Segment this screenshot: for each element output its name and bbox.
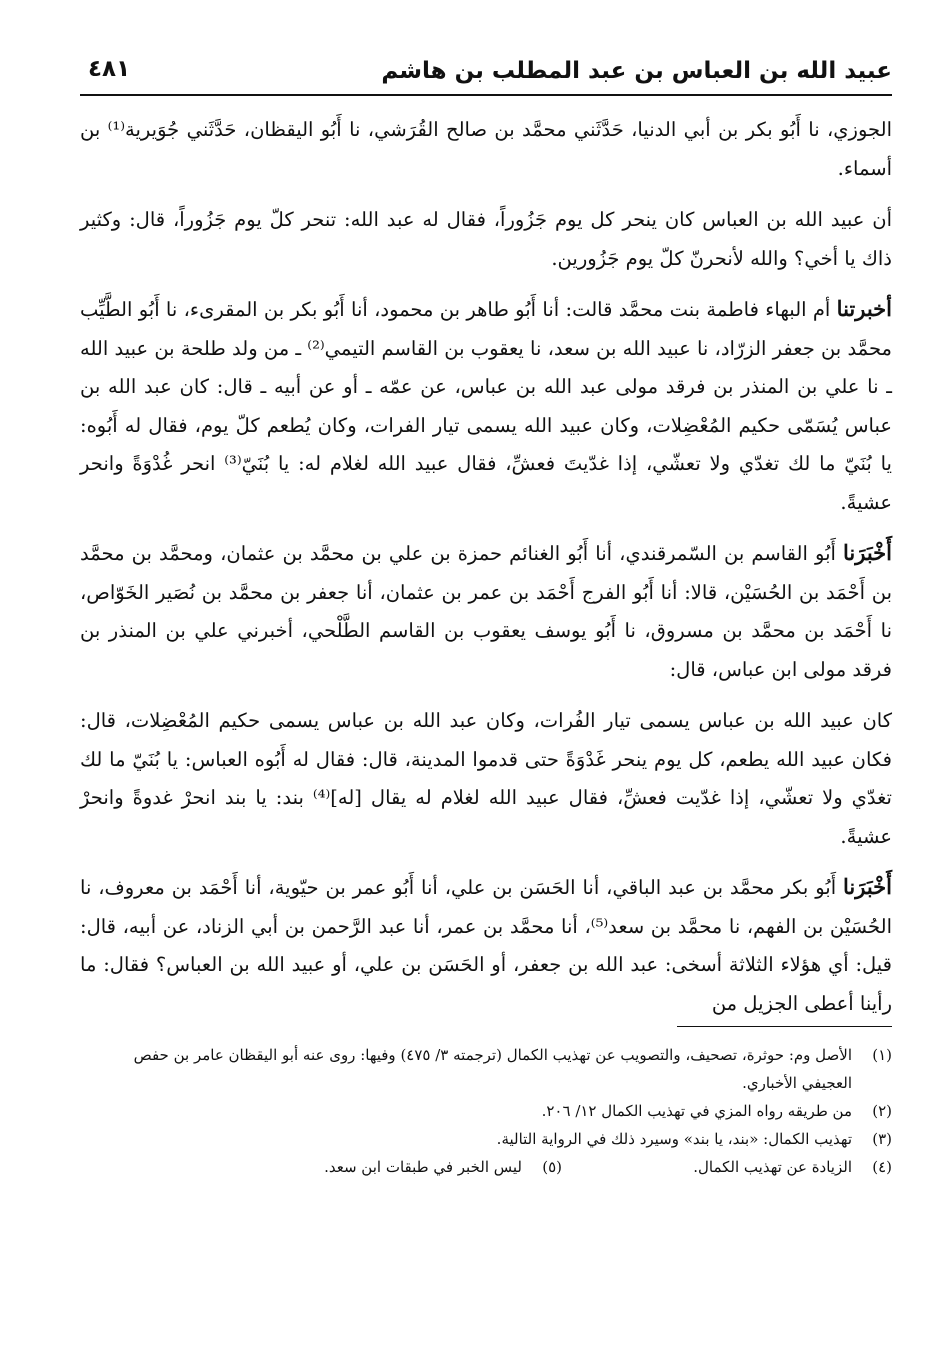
paragraph-text: أَبُو القاسم بن السّمرقندي، أنا أَبُو الغنائم حمزة بن علي بن محمَّد بن عثمان، ومحمَّد بن محمَّد بن أَحْمَد بن الحُسَيْن، قالا: أنا أَبُو الفرج أَحْمَد بن عمر بن عثمان، أنا جعفر بن محمَّد بن نُصَير الخَوّاص، نا أَحْمَد بن محمَّد بن مسروق، نا أَبُو يوسف يعقوب بن القاسم الطَّلْحي، أخبرني علي بن المنذر بن فرقد مولى ابن عباس، قال: — [80, 542, 892, 681]
paragraph-text: الجوزي، نا أَبُو بكر بن أبي الدنيا، حَدَّثَني محمَّد بن صالح القُرَشي، نا أَبُو اليقظان، حَدَّثَني جُوَيرية⁽¹⁾ بن أسماء. — [80, 118, 892, 180]
footnote — [80, 1041, 892, 1097]
footnote-number: (١) — [872, 1046, 892, 1064]
footnote — [80, 1125, 892, 1153]
paragraph — [80, 200, 892, 278]
footnote-text: الأصل وم: حوثرة، تصحيف، والتصويب عن تهذيب الكمال (ترجمته ٣/ ٤٧٥) وفيها: روى عنه أبو اليقظان عامر بن حفص العجيفي الأخباري. — [133, 1046, 852, 1092]
paragraph-lead: أَخْبَرَنا — [843, 540, 892, 565]
book-page — [80, 48, 892, 1308]
paragraph — [80, 110, 892, 188]
running-header — [80, 48, 892, 96]
footnote-text: ليس الخبر في طبقات ابن سعد. — [324, 1158, 522, 1176]
paragraph-text: أن عبيد الله بن العباس كان ينحر كل يوم جَزُوراً، فقال له عبد الله: تنحر كلّ يوم جَزُوراً، قال: وكثير ذاك يا أخي؟ والله لأنحرنّ كلّ يوم جَزُورين. — [80, 208, 892, 270]
footnote — [324, 1153, 562, 1181]
paragraph — [80, 701, 892, 856]
footnote-number: (٥) — [542, 1158, 562, 1176]
running-title: عبيد الله بن العباس بن عبد المطلب بن هاشم — [381, 58, 892, 84]
paragraph — [80, 534, 892, 689]
footnote-text: من طريقه رواه المزي في تهذيب الكمال ١٢/ ٢٠٦. — [541, 1102, 852, 1120]
paragraph-lead: أخبرتنا — [836, 296, 892, 321]
footnote-number: (٤) — [872, 1158, 892, 1176]
paragraph — [80, 290, 892, 522]
footnote-text: تهذيب الكمال: «بند، يا بند» وسيرد ذلك في الرواية التالية. — [496, 1130, 852, 1148]
paragraph-lead: أَخْبَرَنا — [843, 874, 892, 899]
footnote-number: (٢) — [872, 1102, 892, 1120]
footnote-row — [80, 1153, 892, 1181]
footnotes — [80, 1026, 892, 1181]
paragraph-text: كان عبيد الله بن عباس يسمى تيار الفُرات، وكان عبد الله بن عباس يسمى حكيم المُعْضِلات، قال: فكان عبيد الله يطعم، كل يوم ينحر غَدْوَةً حتى قدموا المدينة، قال: فقال له أَبُوه العباس: يا بُنَيّ ما لك تغدّي ولا تعشّي، إذا غدّيت فعشِّ، فقال عبيد الله لغلام له يقال [له]⁽⁴⁾ بند: يا بند انحرْ غدوةً وانحرْ عشيةً. — [80, 709, 892, 848]
paragraph-text: أَبُو بكر محمَّد بن عبد الباقي، أنا الحَسَن بن علي، أنا أَبُو عمر بن حيّوية، أنا أَحْمَد بن معروف، نا الحُسَيْن بن الفهم، نا محمَّد بن سعد⁽⁵⁾، أنا محمَّد بن عمر، أنا عبد الرَّحمن بن أبي الزناد، عن أبيه، قال: قيل: أي هؤلاء الثلاثة أسخى: عبد الله بن جعفر، أو الحَسَن بن علي، أو عبيد الله بن العباس؟ فقال: ما رأينا أعطى الجزيل من — [80, 876, 892, 1015]
paragraph-text: أم البهاء فاطمة بنت محمَّد قالت: أنا أَبُو طاهر بن محمود، أنا أَبُو بكر بن المقرىء، نا أَبُو الطَّيِّب محمَّد بن جعفر الزرّاد، نا عبيد الله بن سعد، نا يعقوب بن القاسم التيمي⁽²⁾ ـ من ولد طلحة بن عبيد الله ـ نا علي بن المنذر بن فرقد مولى عبد الله بن عباس، عن عمّه ـ أو عن أبيه ـ قال: كان عبد الله بن عباس يُسَمّى حكيم المُعْضِلات، وكان عبيد الله يسمى تيار الفرات، وكان يُطعم كلّ يوم، فقال له أَبُوه: يا بُنَيّ ما لك تغدّي ولا تعشّي، إذا غدّيتَ فعشِّ، فقال عبيد الله لغلام له: يا بُنَيّ⁽³⁾ انحر غُدْوَةً وانحر عشيةً. — [80, 298, 892, 514]
paragraph — [80, 868, 892, 1023]
footnote-divider — [677, 1026, 892, 1027]
page-number: ٤٨١ — [88, 56, 131, 82]
main-text — [80, 110, 892, 1023]
footnote — [562, 1153, 892, 1181]
footnote — [80, 1097, 892, 1125]
footnote-number: (٣) — [872, 1130, 892, 1148]
footnote-text: الزيادة عن تهذيب الكمال. — [693, 1158, 852, 1176]
